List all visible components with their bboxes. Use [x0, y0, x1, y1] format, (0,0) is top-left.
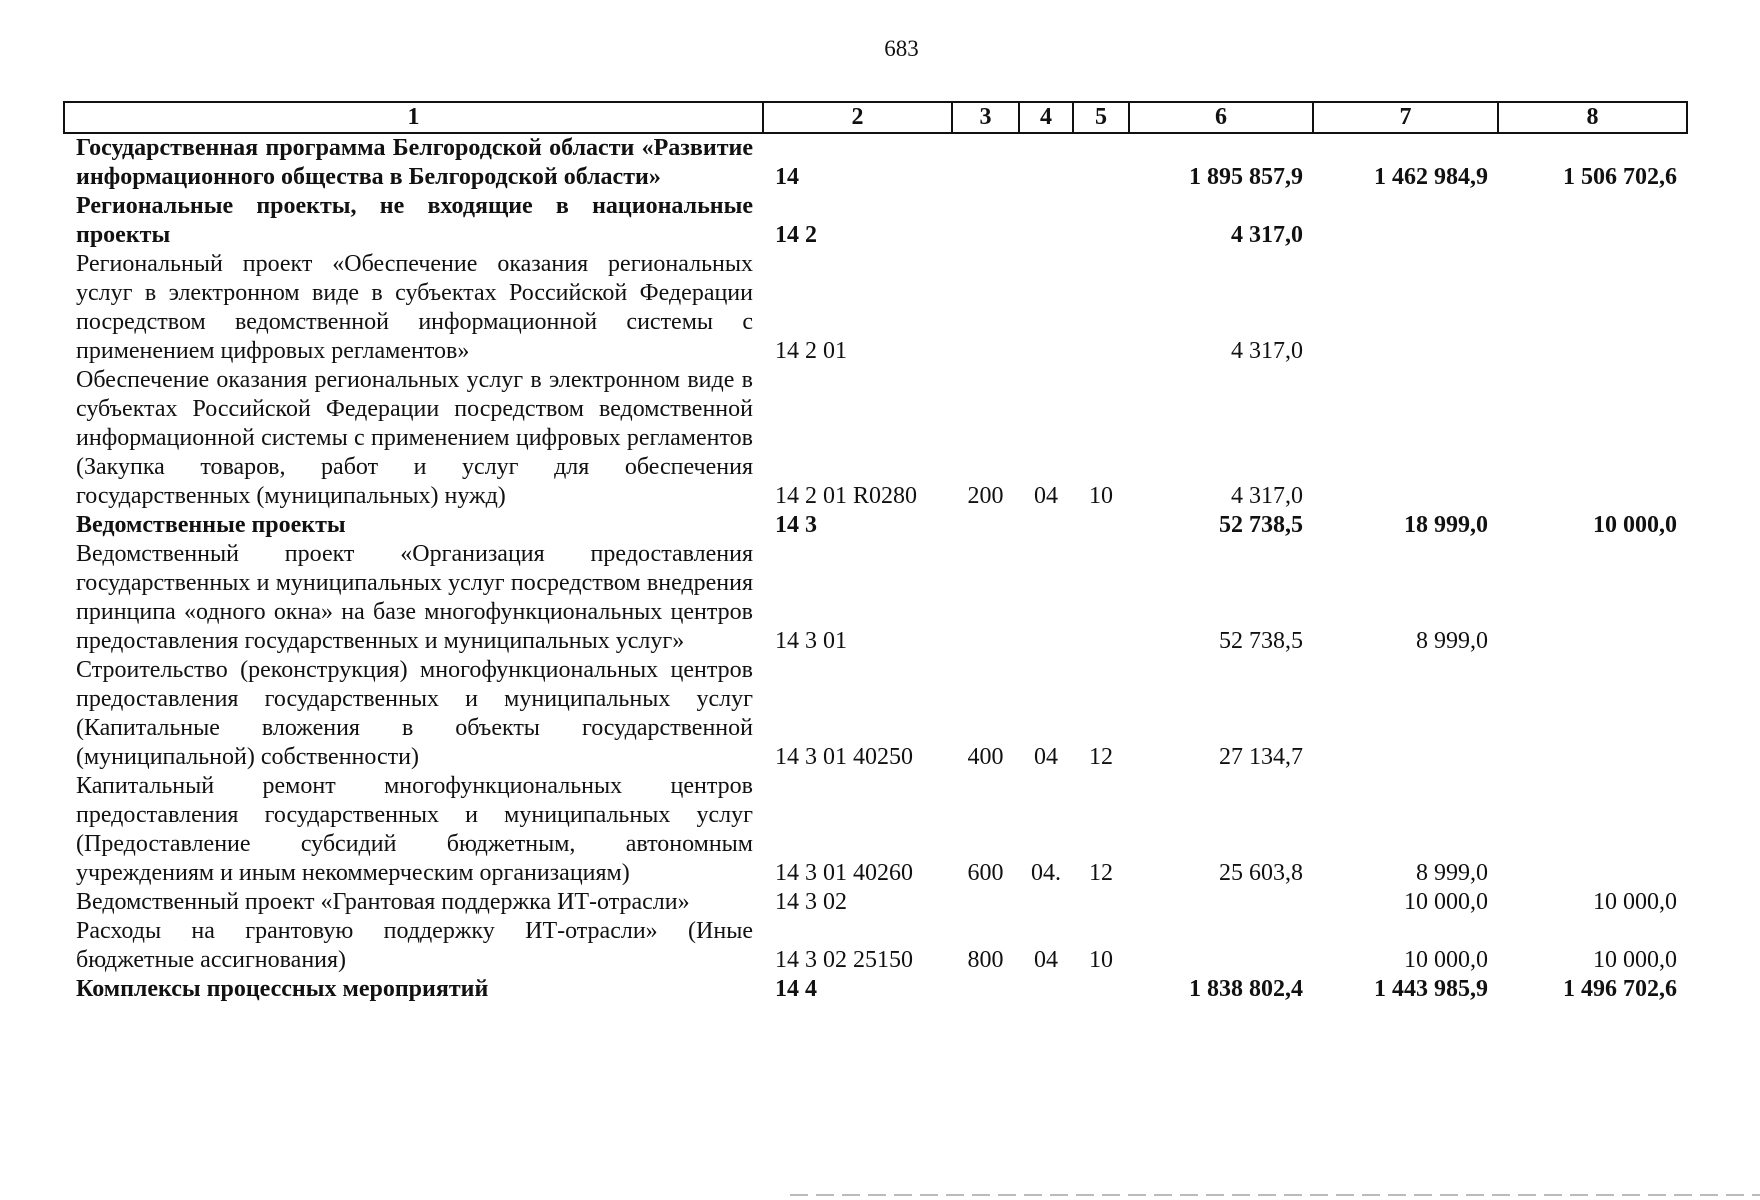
- subsection-code: [1073, 888, 1129, 917]
- subsection-code: [1073, 975, 1129, 1004]
- amount-col-6: [1129, 888, 1313, 917]
- amount-col-7: 10 000,0: [1404, 947, 1488, 973]
- table-row: [64, 888, 1687, 917]
- column-number-header: 2: [763, 102, 952, 133]
- table-row: [64, 250, 1687, 366]
- amount-col-6: 52 738,5: [1219, 512, 1303, 538]
- amount-col-7: 10 000,0: [1404, 889, 1488, 915]
- target-article-code: 14 3: [775, 512, 817, 538]
- amount-col-6: 1 895 857,9: [1189, 164, 1303, 190]
- section-code: [1019, 511, 1073, 540]
- expense-type: [952, 540, 1019, 656]
- amount-col-7: 1 443 985,9: [1374, 976, 1488, 1002]
- row-name: Капитальный ремонт многофункциональных центров предоставления государственных и муниципальных услуг (Предоставление субсидий бюджетным, автономным учреждениям и иным некоммерческим организациям): [76, 773, 753, 886]
- amount-col-6: 4 317,0: [1231, 338, 1303, 364]
- expense-type: 600: [967, 860, 1004, 886]
- amount-col-8: [1498, 192, 1687, 250]
- scan-artifact-line: [790, 1194, 1760, 1196]
- column-number-header: 6: [1129, 102, 1313, 133]
- amount-col-8: 10 000,0: [1593, 512, 1677, 538]
- amount-col-8: [1498, 656, 1687, 772]
- row-name: Государственная программа Белгородской области «Развитие информационного общества в Белгородской области»: [76, 135, 753, 190]
- target-article-code: 14 3 01 40250: [775, 744, 913, 770]
- section-code: [1019, 192, 1073, 250]
- expense-type: [952, 133, 1019, 192]
- subsection-code: [1073, 250, 1129, 366]
- amount-col-8: [1498, 366, 1687, 511]
- amount-col-7: 8 999,0: [1416, 628, 1488, 654]
- section-code: 04: [1034, 744, 1058, 770]
- row-name: Строительство (реконструкция) многофункциональных центров предоставления государственных и муниципальных услуг (Капитальные вложения в объекты государственной (муниципальной) собственности): [76, 657, 753, 770]
- column-number-header: 5: [1073, 102, 1129, 133]
- table-row: [64, 192, 1687, 250]
- expense-type: [952, 250, 1019, 366]
- amount-col-7: [1313, 366, 1498, 511]
- column-number-header: 8: [1498, 102, 1687, 133]
- budget-table-body: [64, 133, 1687, 1004]
- expense-type: [952, 888, 1019, 917]
- amount-col-6: 25 603,8: [1219, 860, 1303, 886]
- amount-col-7: 8 999,0: [1416, 860, 1488, 886]
- table-row: [64, 540, 1687, 656]
- row-name: Региональные проекты, не входящие в национальные проекты: [76, 193, 753, 248]
- section-code: 04: [1034, 947, 1058, 973]
- row-name: Обеспечение оказания региональных услуг в электронном виде в субъектах Российской Федерации посредством ведомственной информационной системы с применением цифровых регламентов (Закупка товаров, работ и услуг для обеспечения государственных (муниципальных) нужд): [76, 367, 753, 509]
- target-article-code: 14 3 01: [775, 628, 847, 654]
- row-name: Расходы на грантовую поддержку ИТ-отрасли» (Иные бюджетные ассигнования): [76, 918, 753, 973]
- amount-col-6: 4 317,0: [1231, 222, 1303, 248]
- subsection-code: 12: [1089, 744, 1113, 770]
- column-number-header: 3: [952, 102, 1019, 133]
- section-code: [1019, 133, 1073, 192]
- section-code: 04.: [1031, 860, 1061, 886]
- amount-col-8: [1498, 250, 1687, 366]
- page-number: 683: [884, 36, 919, 61]
- expense-type: [952, 511, 1019, 540]
- target-article-code: 14: [775, 164, 799, 190]
- amount-col-8: [1498, 540, 1687, 656]
- amount-col-6: [1129, 917, 1313, 975]
- expense-type: 800: [967, 947, 1004, 973]
- table-row: [64, 917, 1687, 975]
- target-article-code: 14 2 01 R0280: [775, 483, 918, 509]
- column-number-header: 7: [1313, 102, 1498, 133]
- column-number-header-row: [64, 102, 1687, 133]
- target-article-code: 14 4: [775, 976, 817, 1002]
- amount-col-7: [1313, 192, 1498, 250]
- table-row: [64, 656, 1687, 772]
- target-article-code: 14 3 01 40260: [775, 860, 913, 886]
- expense-type: [952, 975, 1019, 1004]
- target-article-code: 14 3 02 25150: [775, 947, 913, 973]
- amount-col-8: [1498, 772, 1687, 888]
- section-code: [1019, 540, 1073, 656]
- expense-type: 200: [967, 483, 1004, 509]
- amount-col-8: 10 000,0: [1593, 947, 1677, 973]
- subsection-code: 10: [1089, 483, 1113, 509]
- section-code: [1019, 975, 1073, 1004]
- amount-col-7: [1313, 656, 1498, 772]
- table-row: [64, 975, 1687, 1004]
- subsection-code: 12: [1089, 860, 1113, 886]
- section-code: [1019, 250, 1073, 366]
- subsection-code: 10: [1089, 947, 1113, 973]
- amount-col-6: 4 317,0: [1231, 483, 1303, 509]
- row-name: Комплексы процессных мероприятий: [76, 976, 489, 1002]
- target-article-code: 14 3 02: [775, 889, 847, 915]
- subsection-code: [1073, 511, 1129, 540]
- expense-type: 400: [967, 744, 1004, 770]
- expense-type: [952, 192, 1019, 250]
- amount-col-8: 1 506 702,6: [1563, 164, 1677, 190]
- amount-col-7: 18 999,0: [1404, 512, 1488, 538]
- row-name: Ведомственные проекты: [76, 512, 346, 538]
- table-row: [64, 366, 1687, 511]
- section-code: [1019, 888, 1073, 917]
- subsection-code: [1073, 540, 1129, 656]
- budget-table: [63, 101, 1688, 1004]
- subsection-code: [1073, 133, 1129, 192]
- amount-col-6: 27 134,7: [1219, 744, 1303, 770]
- amount-col-8: 1 496 702,6: [1563, 976, 1677, 1002]
- target-article-code: 14 2 01: [775, 338, 847, 364]
- amount-col-7: [1313, 250, 1498, 366]
- amount-col-6: 1 838 802,4: [1189, 976, 1303, 1002]
- target-article-code: 14 2: [775, 222, 817, 248]
- column-number-header: 1: [64, 102, 763, 133]
- subsection-code: [1073, 192, 1129, 250]
- amount-col-8: 10 000,0: [1593, 889, 1677, 915]
- table-row: [64, 133, 1687, 192]
- row-name: Ведомственный проект «Грантовая поддержка ИТ-отрасли»: [76, 889, 690, 915]
- table-row: [64, 772, 1687, 888]
- column-number-header: 4: [1019, 102, 1073, 133]
- amount-col-6: 52 738,5: [1219, 628, 1303, 654]
- section-code: 04: [1034, 483, 1058, 509]
- table-row: [64, 511, 1687, 540]
- amount-col-7: 1 462 984,9: [1374, 164, 1488, 190]
- row-name: Региональный проект «Обеспечение оказания региональных услуг в электронном виде в субъектах Российской Федерации посредством ведомственной информационной системы с применением цифровых регламентов»: [76, 251, 753, 364]
- row-name: Ведомственный проект «Организация предоставления государственных и муниципальных услуг посредством внедрения принципа «одного окна» на базе многофункциональных центров предоставления государственных и муниципальных услуг»: [76, 541, 753, 654]
